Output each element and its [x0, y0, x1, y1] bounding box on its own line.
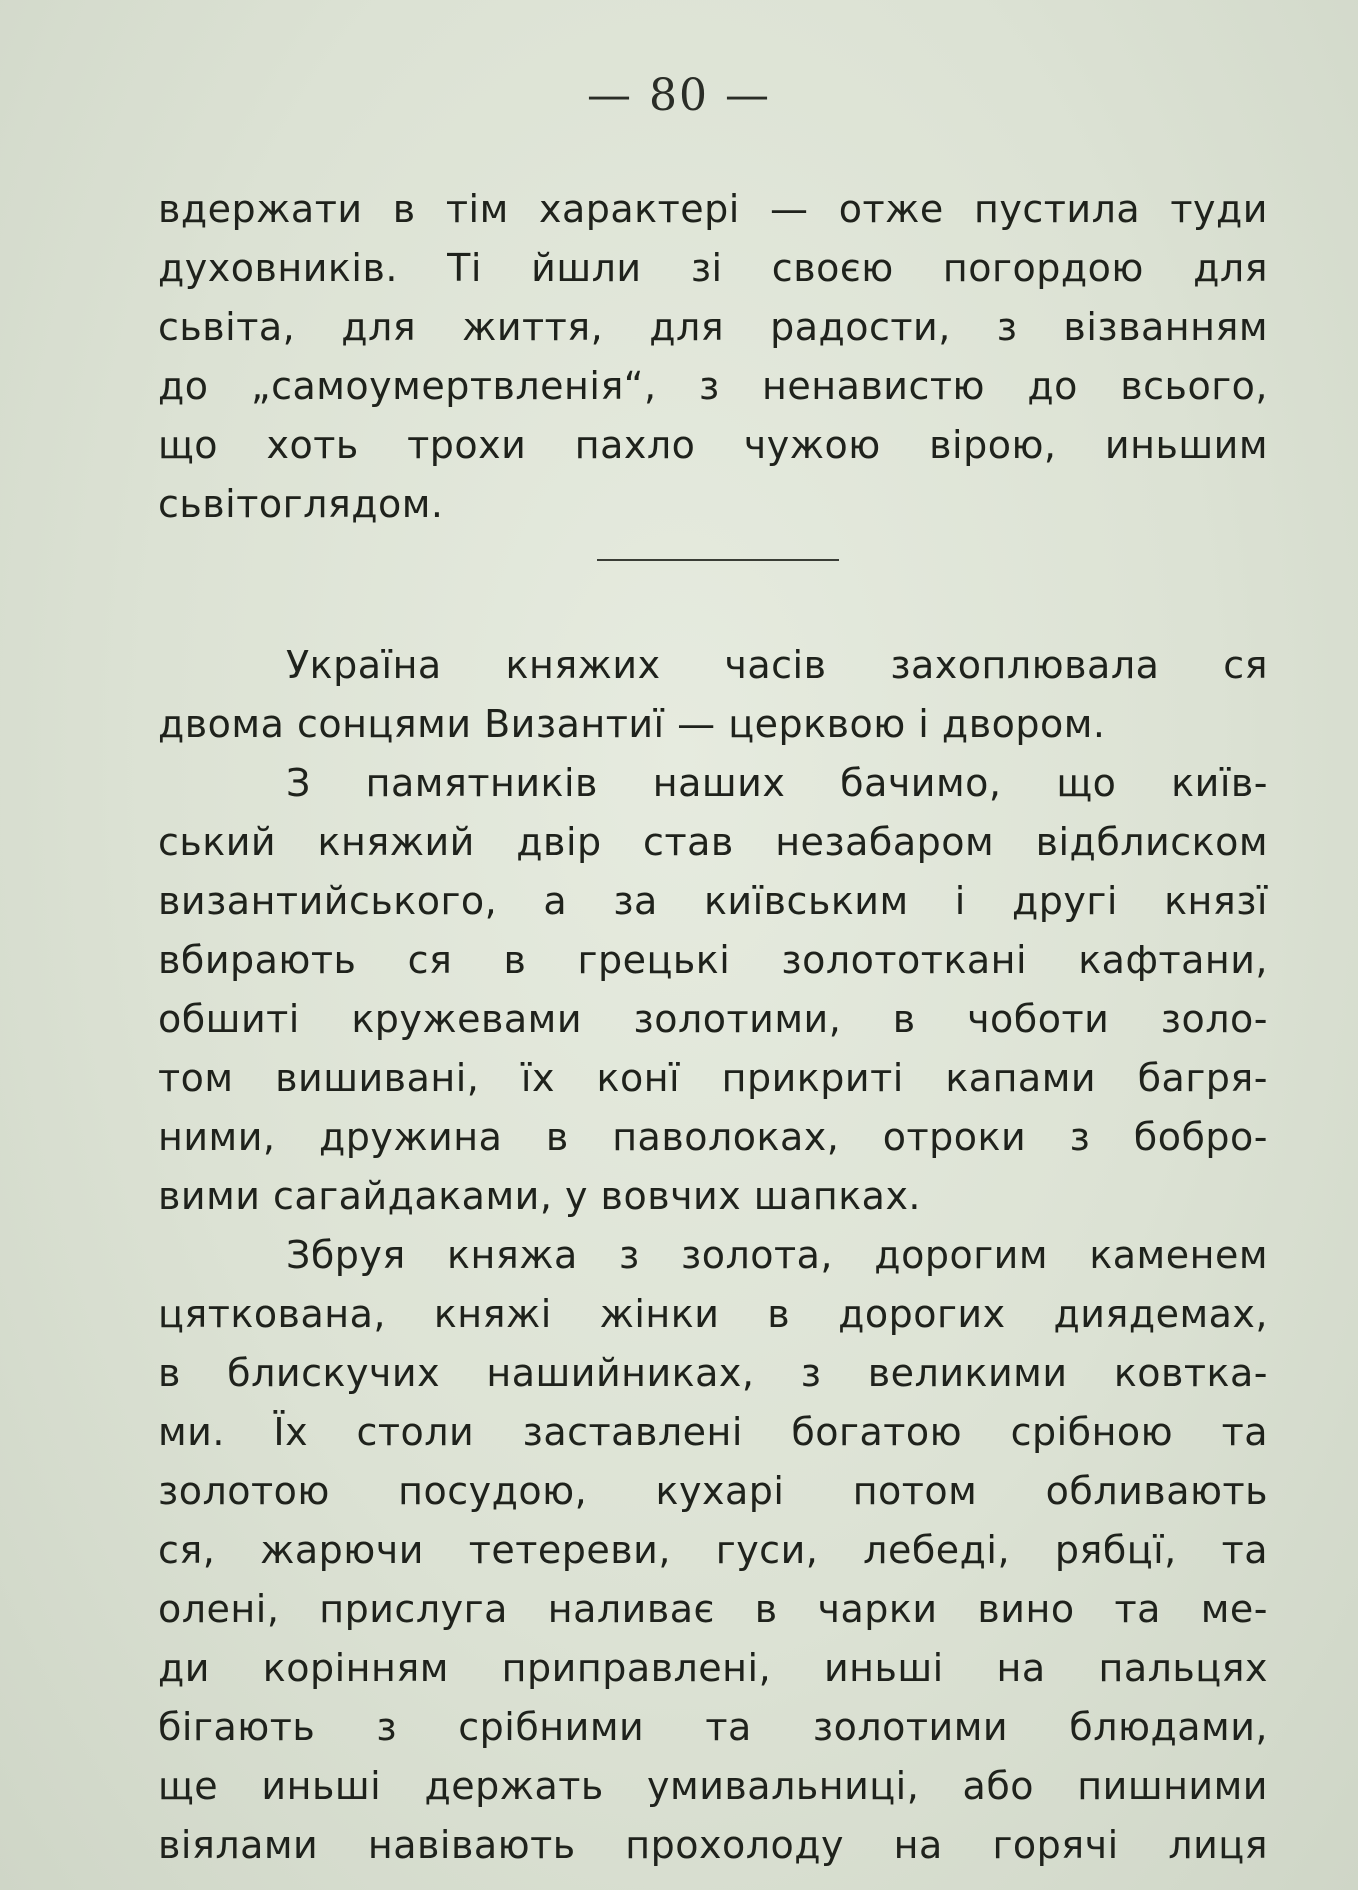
text-line: олені, прислуга наливає в чарки вино та ме- — [158, 1587, 1268, 1631]
text-line: ди корінням приправлені, иньші на пальцях — [158, 1646, 1268, 1690]
text-line: Україна княжих часів захоплювала ся — [286, 643, 1268, 687]
text-line: ми. Їх столи заставлені богатою срібною та — [158, 1410, 1268, 1454]
text-line: віялами навівають прохолоду на горячі лиця — [158, 1823, 1268, 1867]
text-line: обшиті кружевами золотими, в чоботи золо- — [158, 997, 1268, 1041]
page-number: — 80 — — [587, 70, 771, 121]
text-line: вбирають ся в грецькі золототкані кафтани, — [158, 938, 1268, 982]
text-line: сьвітоглядом. — [158, 482, 444, 526]
text-line: том вишивані, їх конї прикриті капами багря- — [158, 1056, 1268, 1100]
text-line: двома сонцями Византиї — церквою і двором. — [158, 702, 1106, 746]
main-text — [158, 636, 1268, 1875]
text-line: З памятників наших бачимо, що київ- — [286, 761, 1268, 805]
section-separator — [597, 559, 839, 561]
text-line: ся, жарючи тетереви, гуси, лебеді, рябцї, та — [158, 1528, 1268, 1572]
text-line: ще иньші держать умивальниці, або пишними — [158, 1764, 1268, 1808]
text-line: бігають з срібними та золотими блюдами, — [158, 1705, 1268, 1749]
text-line: ський княжий двір став незабаром відблиском — [158, 820, 1268, 864]
text-line: вдержати в тім характері — отже пустила туди — [158, 187, 1268, 231]
text-line: духовників. Ті йшли зі своєю погордою для — [158, 246, 1268, 290]
text-line: Збруя княжа з золота, дорогим каменем — [286, 1233, 1268, 1277]
text-line: сьвіта, для життя, для радости, з візванням — [158, 305, 1268, 349]
text-line: в блискучих нашийниках, з великими ковтка- — [158, 1351, 1268, 1395]
paragraph-1 — [158, 180, 1268, 534]
text-line: цяткована, княжі жінки в дорогих диядемах, — [158, 1292, 1268, 1336]
text-line: золотою посудою, кухарі потом обливають — [158, 1469, 1268, 1513]
text-line: вими сагайдаками, у вовчих шапках. — [158, 1174, 922, 1218]
text-line: що хоть трохи пахло чужою вірою, иньшим — [158, 423, 1268, 467]
text-line: ними, дружина в паволоках, отроки з бобро- — [158, 1115, 1268, 1159]
text-line: византийського, а за київським і другі князї — [158, 879, 1268, 923]
text-line: до „самоумертвленія“, з ненавистю до всього, — [158, 364, 1268, 408]
